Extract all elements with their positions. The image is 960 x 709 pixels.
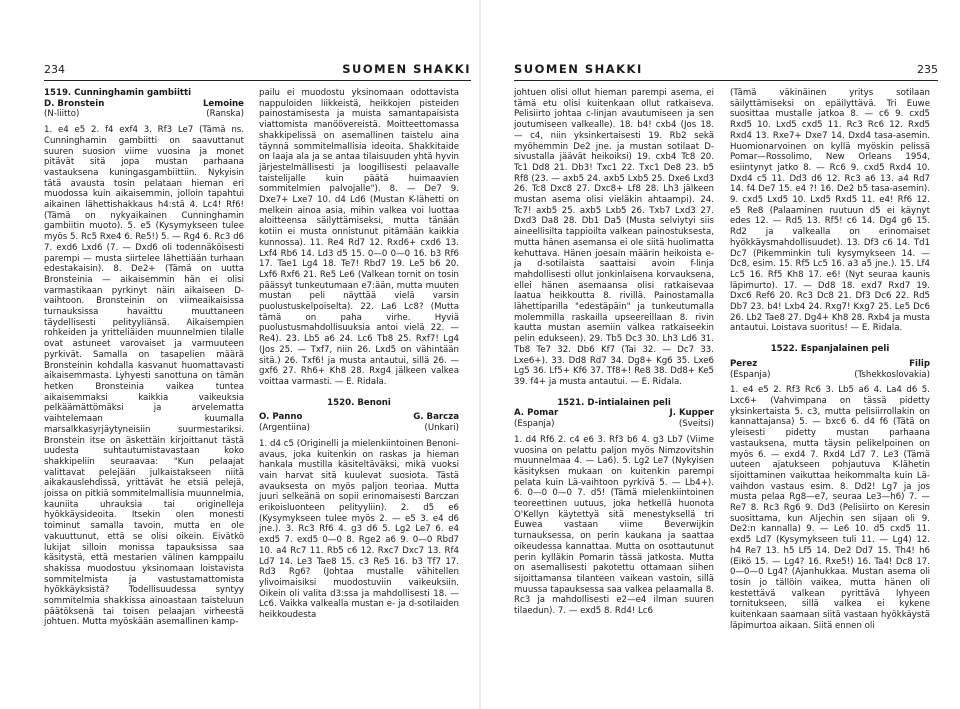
game-title: 1519. Cunninghamin gambiitti	[44, 88, 192, 98]
game-text: johtuen olisi ollut hieman parempi asema, ei tämä etu olisi kuitenkaan ollut ratkaiseva. Pelisiirto johtaa c-linjan avautumiseen ja sen joutumiseen valkealle). 18. b4! cxb4 (Jos 18. — c4, niin yksinkertaisesti 19. Rb2 sekä myöhemmin De2 jne. ja mustan sotilaat D-sivustalla jäävät heikoiksi) 19. cxb4 Tc8 20. Tc1 Dd8 21. Db3! Txc1 22. Txc1 De8 23. b5 Rf8 (23. — axb5 24. axb5 Lxb5 25. Dxe6 Lxd3 26. Tc8 Dxc8 27. Dxc8+ Lf8 28. Lh3 jälkeen mustan asema olisi vieläkin ahtaampi). 24. Tc7! axb5 25. axb5 Lxb5 26. Txb7 Lxd3 27. Dxd3 Da8 28. Db1 Da5 (Musta selviytyi siis aineellisilta tappioilta valkean painostuksesta, mutta hänen asemansa ei ole siitä huolimatta kehuttava. Hänen joesain määrin heikoista e- ja d-sotilaista saattaisi avoin f-linja mahdollisesti ollut jonkinlaisena korvauksena, ellei hänen asemaansa olisi ratkaisevaa laatua heikkoutta 8. rivillä. Painostamalla lähettiparilla "edestäpäin" ja tunkeutumalla molemmilla raskailla upseereillaan 8. rivin kautta mustan asemiin valkea ratkaiseekin pelin edukseen). 29. Tb5 Dc3 30. Lh3 Ld6 31. Tb8 Te7 32. Db6 Kf7 (Tai 32. — Dc7 33. Lxe6+). 33. Dd8 Rd7 34. Dg8+ Kg6 35. Lxe6 Lg5 36. Lf5+ Kf6 37. Tf8+! Re8 38. Dd8+ Ke5 39. f4+ ja musta antautui. — E. Ridala.	[514, 88, 714, 387]
text-column-4	[730, 88, 930, 700]
white-player: Perez	[730, 358, 758, 369]
black-player: Filip	[909, 358, 930, 369]
white-club: (Argentiina)	[259, 423, 311, 434]
page-gutter	[479, 0, 481, 709]
white-player: A. Pomar	[514, 408, 559, 419]
players-line	[514, 408, 714, 419]
left-page	[0, 0, 477, 709]
text-column-2	[259, 88, 459, 700]
running-head: SUOMEN SHAKKI	[342, 62, 471, 76]
black-player: G. Barcza	[413, 412, 459, 423]
black-player: Lemoine	[202, 98, 244, 109]
clubs-line	[514, 419, 714, 430]
clubs-line	[44, 109, 244, 120]
black-club: (Ranska)	[206, 109, 244, 120]
game-text: pailu ei muodostu yksinomaan odottavista nappuloiden liikkeistä, heikkojen pisteiden painostamisesta ja muista samantapaisista viattomista manöövereistä. Moitteettomassa shakkipelissä on asemallinen taistelu aina täynnä sommitelmallisia ideoita. Shakkitaide on laaja ala ja se antaa tilaisuuden yhtä hyvin järjestelmällisesti ja loogillisesti pelaavalle taistelijalle kuin päätä huimaavien sommitelmien palvojalle"). 8. — De7 9. Dxe7+ Lxe7 10. d4 Ld6 (Mustan K-lähetti on melkein ainoa asia, mihin valkea voi luottaa aloitteensa säilyttämiseksi, mutta tänään kotiin ei musta onnistunut pitämään kaikkia kunnossa). 11. Re4 Rd7 12. Rxd6+ cxd6 13. Lxf4 Rb6 14. Ld3 d5 15. 0—0 0—0 16. b3 Rf6 17. Tae1 Lg4 18. Te7! Rbd7 19. Le5 b6 20. Lxf6 Rxf6 21. Re5 Le6 (Valkean tornit on tosin päässyt tunkeutumaan e7:ään, mutta muuten mustan peli näyttää vielä varsin puolustuskelpoiselta). 22. La6 Lc8? (Mutta tämä on paha virhe. Hyviä puolustusmahdollisuuksia antoi vielä 22. — Re4). 23. Lb5 a6 24. Lc6 Tb8 25. Rxf7! Lg4 (Jos 25. — Txf7, niin 26. Lxd5 on vähintään sitä.) 26. Txf6! ja musta antautui, sillä 26. — gxf6 27. Rh6+ Kh8 28. Rxg4 jälkeen valkea voittaa varmasti. — E. Ridala.	[259, 88, 459, 387]
right-page	[484, 0, 960, 709]
game-text: (Tämä väkinäinen yritys sotilaan säilyttämiseksi on epäilyttävä. Tri Euwe suosittaa mustalle jatkoa 8. — c6 9. cxd5 Rxd5 10. Lxd5 cxd5 11. Rc3 Rc6 12. Rxd5 Rxd4 13. Rxe7+ Dxe7 14. Dxd4 tasa-asemin. Huomionarvoinen on kyllä myöskin pelissä Pomar—Rossolimo, New Orleans 1954, esiintynyt jatko 8. — Rc6 9. cxd5 Rxd4 10. Dxd4 c5 11. Dd3 d6 12. Rc3 a6 13. a4 Rd7 14. f4 De7 15. e4 ?! 16. De2 b5 tasa-asemin). 9. cxd5 Lxd5 10. Lxd5 Rxd5 11. e4! Rf6 12. e5 Re8 (Palaaminen ruutuun d5 ei käynyt edes 12. — Rd5 13. Rf5! c6 14. Dg4 g6 15. Rd2 ja valkealla on erinomaiset hyökkäysmahdollisuudet). 13. Df3 c6 14. Td1 Dc7 (Pikemminkin tuli kysymykseen 14. — Dc8, esim. 15. Rf5 Lc5 16. a3 a5 jne.). 15. Lf4 Lc5 16. Rf5 Kh8 17. e6! (Nyt seuraa kaunis läpimurto). 17. — Dd8 18. exd7 Rxd7 19. Dxc6 Ref6 20. Rc3 Dc8 21. Df3 Dc6 22. Rd5 Db7 23. b4! Lxb4 24. Rxg7! Kxg7 25. Le5 Dc6 26. Lb2 Tae8 27. Dg4+ Kh8 28. Rxb4 ja musta antautui. Loistava suoritus! — E. Ridala.	[730, 88, 930, 334]
black-club: (Unkari)	[424, 423, 459, 434]
game-text: 1. e4 e5 2. Rf3 Rc6 3. Lb5 a6 4. La4 d6 5. Lxc6+ (Vahvimpana on tässä pidetty yksinkertaista 5. c3, mutta pelisiirrollakin on kannattajansa) 5. — bxc6 6. d4 f6 (Tätä on yleisesti pidetty mustan parhaana vastauksena, mutta täysin pelikelpoinen on myös 6. — exd4 7. Rxd4 Ld7 7. Le3 (Tämä uuteen ajatukseen pohjautuva K-lähetin sijoittaminen vaikuttaa heikommalta kuin Lä-vaihdon vastaus esim. 8. Dd2! Lg7 ja jos musta pelaa Rg8—e7, seuraa Le3—h6) 7. — Re7 8. Rc3 Rg6 9. Dd3 (Pelisiirto on Keresin suosittama, kun Aljechin sen sijaan oli 9. De2:n kannalla) 9. — Le6 10. d5 cxd5 11. exd5 Ld7 (Kysymykseen tuli 11. — Lg4) 12. h4 Re7 13. h5 Lf5 14. De2 Dd7 15. Th4! h6 (Eikö 15. — Lg4? 16. Rxe5!) 16. Ta4! Dc8 17. 0—0—0 Lg4? (Ajanhukkaa. Mustan asema oli tosin jo tällöin vaikea, mutta hänen oli kestettävä valkean pyrittävä lyhyeen tornitukseen, sillä valkea ei kykene kuitenkaan saamaan siitä vastaan hyökkäystä läpimurtoa aikaan. Siitä ennen oli	[730, 385, 930, 631]
game-text: 1. e4 e5 2. f4 exf4 3. Rf3 Le7 (Tämä ns. Cunninghamin gambiitti on saavuttanut suuren suosion viime vuosina ja monet pitävät sitä jopa mustan parhaana vastauksena kuningasgambiittiin. Nykyisin tätä avausta tosin pelataan hieman eri muodossa kuin aikaisemmin, jolloin tapahtui aikainen lähettishakkaus h4:stä 4. Lc4! Rf6! (Tämä on nykyaikainen Cunninghamin gambiitin muoto). 5. e5 (Kysymykseen tulee myös 5. Rc5 Rxe4 6. Re5!) 5. — Rg4 6. Rc3 d6 7. exd6 Lxd6 (7. — Dxd6 oli todennäköisesti parempi — musta siirtelee lähettiään turhaan edestakaisin). 8. De2+ (Tämä on uutta Bronsteinia — aikaisemmin hän ei olisi varmastikaan pyrkinyt näin aikaiseen D-vaihtoon. Bronsteinin on viimeaikaisissa turnauksissa havaittu muuttaneen täydellisesti pelityyliänsä. Aikaisempien rohkeiden ja yritteliäiden muunnelmien tilalle ovat astuneet varovaiset ja varmuuteen pyrkivät. Samalla on tasapelien määrä Bronsteinin kohdalla kasvanut huomattavasti aikaisemmasta. Lyhyesti sanottuna on tämän hetken Bronsteinia vaikea tuntea aikaisemmaksi kaikkia vaikeuksia pelkäämättömäksi ja arvelematta vaihtelemaan kuumalla marsalkkasyrjäytyneisiin suurmestariksi. Bronstein itse on äskettäin kirjoittanut tästä uudesta suhtautumistavastaan koko shakkipeliin seuraavaa: "Kun pelaajat valittavat pelejään julkaistakseen niitä aikakauslehdissä, yrittävät he etsiä pelejä, joissa on pitkiä sommitelmallisia muunnelmia, kauniita uhrauksia tai originelleja hyökkäysideoita. Itsekin olen monesti toiminut samalla tavoin, mutta en ole vakuuttunut, että se olisi oikein. Eivätkö lukijat silloin monissa tapauksissa saa käsitystä, että mestarien välinen kamppailu shakissa muodostuu yksinomaan loistavista sommitelmista ja vastustamattomista hyökkäyksistä? Todellisuudessa syntyy sommitelmia shakkissa ainoastaan taisteluun päätöksenä tai toisen pelaajan virheestä johtuen. Mutta myöskään asemallinen kamp-	[44, 125, 244, 628]
text-column-3	[514, 88, 714, 700]
black-player: J. Kupper	[669, 408, 714, 419]
header-rule	[44, 80, 471, 81]
running-head: SUOMEN SHAKKI	[514, 62, 643, 76]
white-club: (Espanja)	[514, 419, 555, 430]
game-title: 1520. Benoni	[327, 397, 391, 408]
white-club: (Espanja)	[730, 369, 771, 380]
players-line	[730, 359, 930, 370]
page-number: 235	[917, 63, 938, 76]
clubs-line	[259, 423, 459, 434]
page-number: 234	[44, 63, 65, 76]
white-club: (N-liitto)	[44, 109, 80, 120]
game-text: 1. d4 c5 (Originelli ja mielenkiintoinen Benoni-avaus, joka kuitenkin on raskas ja hieman hankala mustilla käsiteltäväksi, mikä vuoksi vain harvat sitä kuulevat suosiota. Tästä avauksesta on myös paljon teoriaa. Mutta juuri selkeänä on sopii erinomaisesti Barczan erikoisluonteen pelityyliin). 2. d5 e6 (Kysymykseen tulee myös 2. — e5 3. e4 d6 jne.). 3. Rc3 Rf6 4. g3 d6 5. Lg2 Le7 6. e4 exd5 7. exd5 0—0 8. Rge2 a6 9. 0—0 Rbd7 10. a4 Rc7 11. Rb5 c6 12. Rxc7 Dxc7 13. Rf4 Ld7 14. Le3 Tae8 15. c3 Re5 16. b3 Tf7 17. Rd3 Rg6? (Johtaa mustalle vähitellen ylivoimaisiksi muodostuviin vaikeuksiin. Oikein oli valita d3:ssa ja mahdollisesti 18. — Lc6. Vaikka valkealla mustan e- ja d-sotilaiden heikkoudesta	[259, 438, 459, 621]
game-title: 1522. Espanjalainen peli	[770, 344, 890, 355]
header-rule	[514, 80, 938, 81]
players-line	[259, 412, 459, 423]
white-player: D. Bronstein	[44, 98, 105, 109]
clubs-line	[730, 370, 930, 381]
game-text: 1. d4 Rf6 2. c4 e6 3. Rf3 b6 4. g3 Lb7 (Viime vuosina on pelattu paljon myös Nimzovitshin muunnelmaa 4. — La6). 5. Lg2 Le7 (Nykyisen käsityksen mukaan on kuitenkin parempi pelata kuin Lä-vaihtoon pyrkivä 5. — Lb4+). 6. 0—0 0—0 7. d5! (Tämä mielenkiintoinen teoreettinen uutuus, joka hetkellä huonota O'Kellyn käytettyä sitä menestyksellä tri Euwea vastaan viime Beverwijkin turnauksessa, on perin kaukana ja saattaa oikeudessa kannattaa. Mutta on osottautunut perin kylläkin Pomarin tässä jatkosta. Mutta on asemallisesti pakotettu ottamaan siihen sijoittamansa tilanteen vaikean vastoin, sillä muussa tapauksessa saa valkea pelaamalla 8. Rc3 ja mahdollisesti e2—e4 ilman suuren tilaedun). 7. — exd5 8. Rd4! Lc6	[514, 434, 714, 617]
right-page-header	[514, 60, 938, 82]
game-title: 1521. D-intialainen peli	[557, 397, 671, 408]
left-page-header	[44, 60, 471, 82]
white-player: O. Panno	[259, 412, 303, 423]
black-club: (Sveitsi)	[678, 419, 714, 430]
players-line	[44, 99, 244, 110]
black-club: (Tshekkoslovakia)	[854, 369, 930, 380]
text-column-1	[44, 88, 244, 700]
